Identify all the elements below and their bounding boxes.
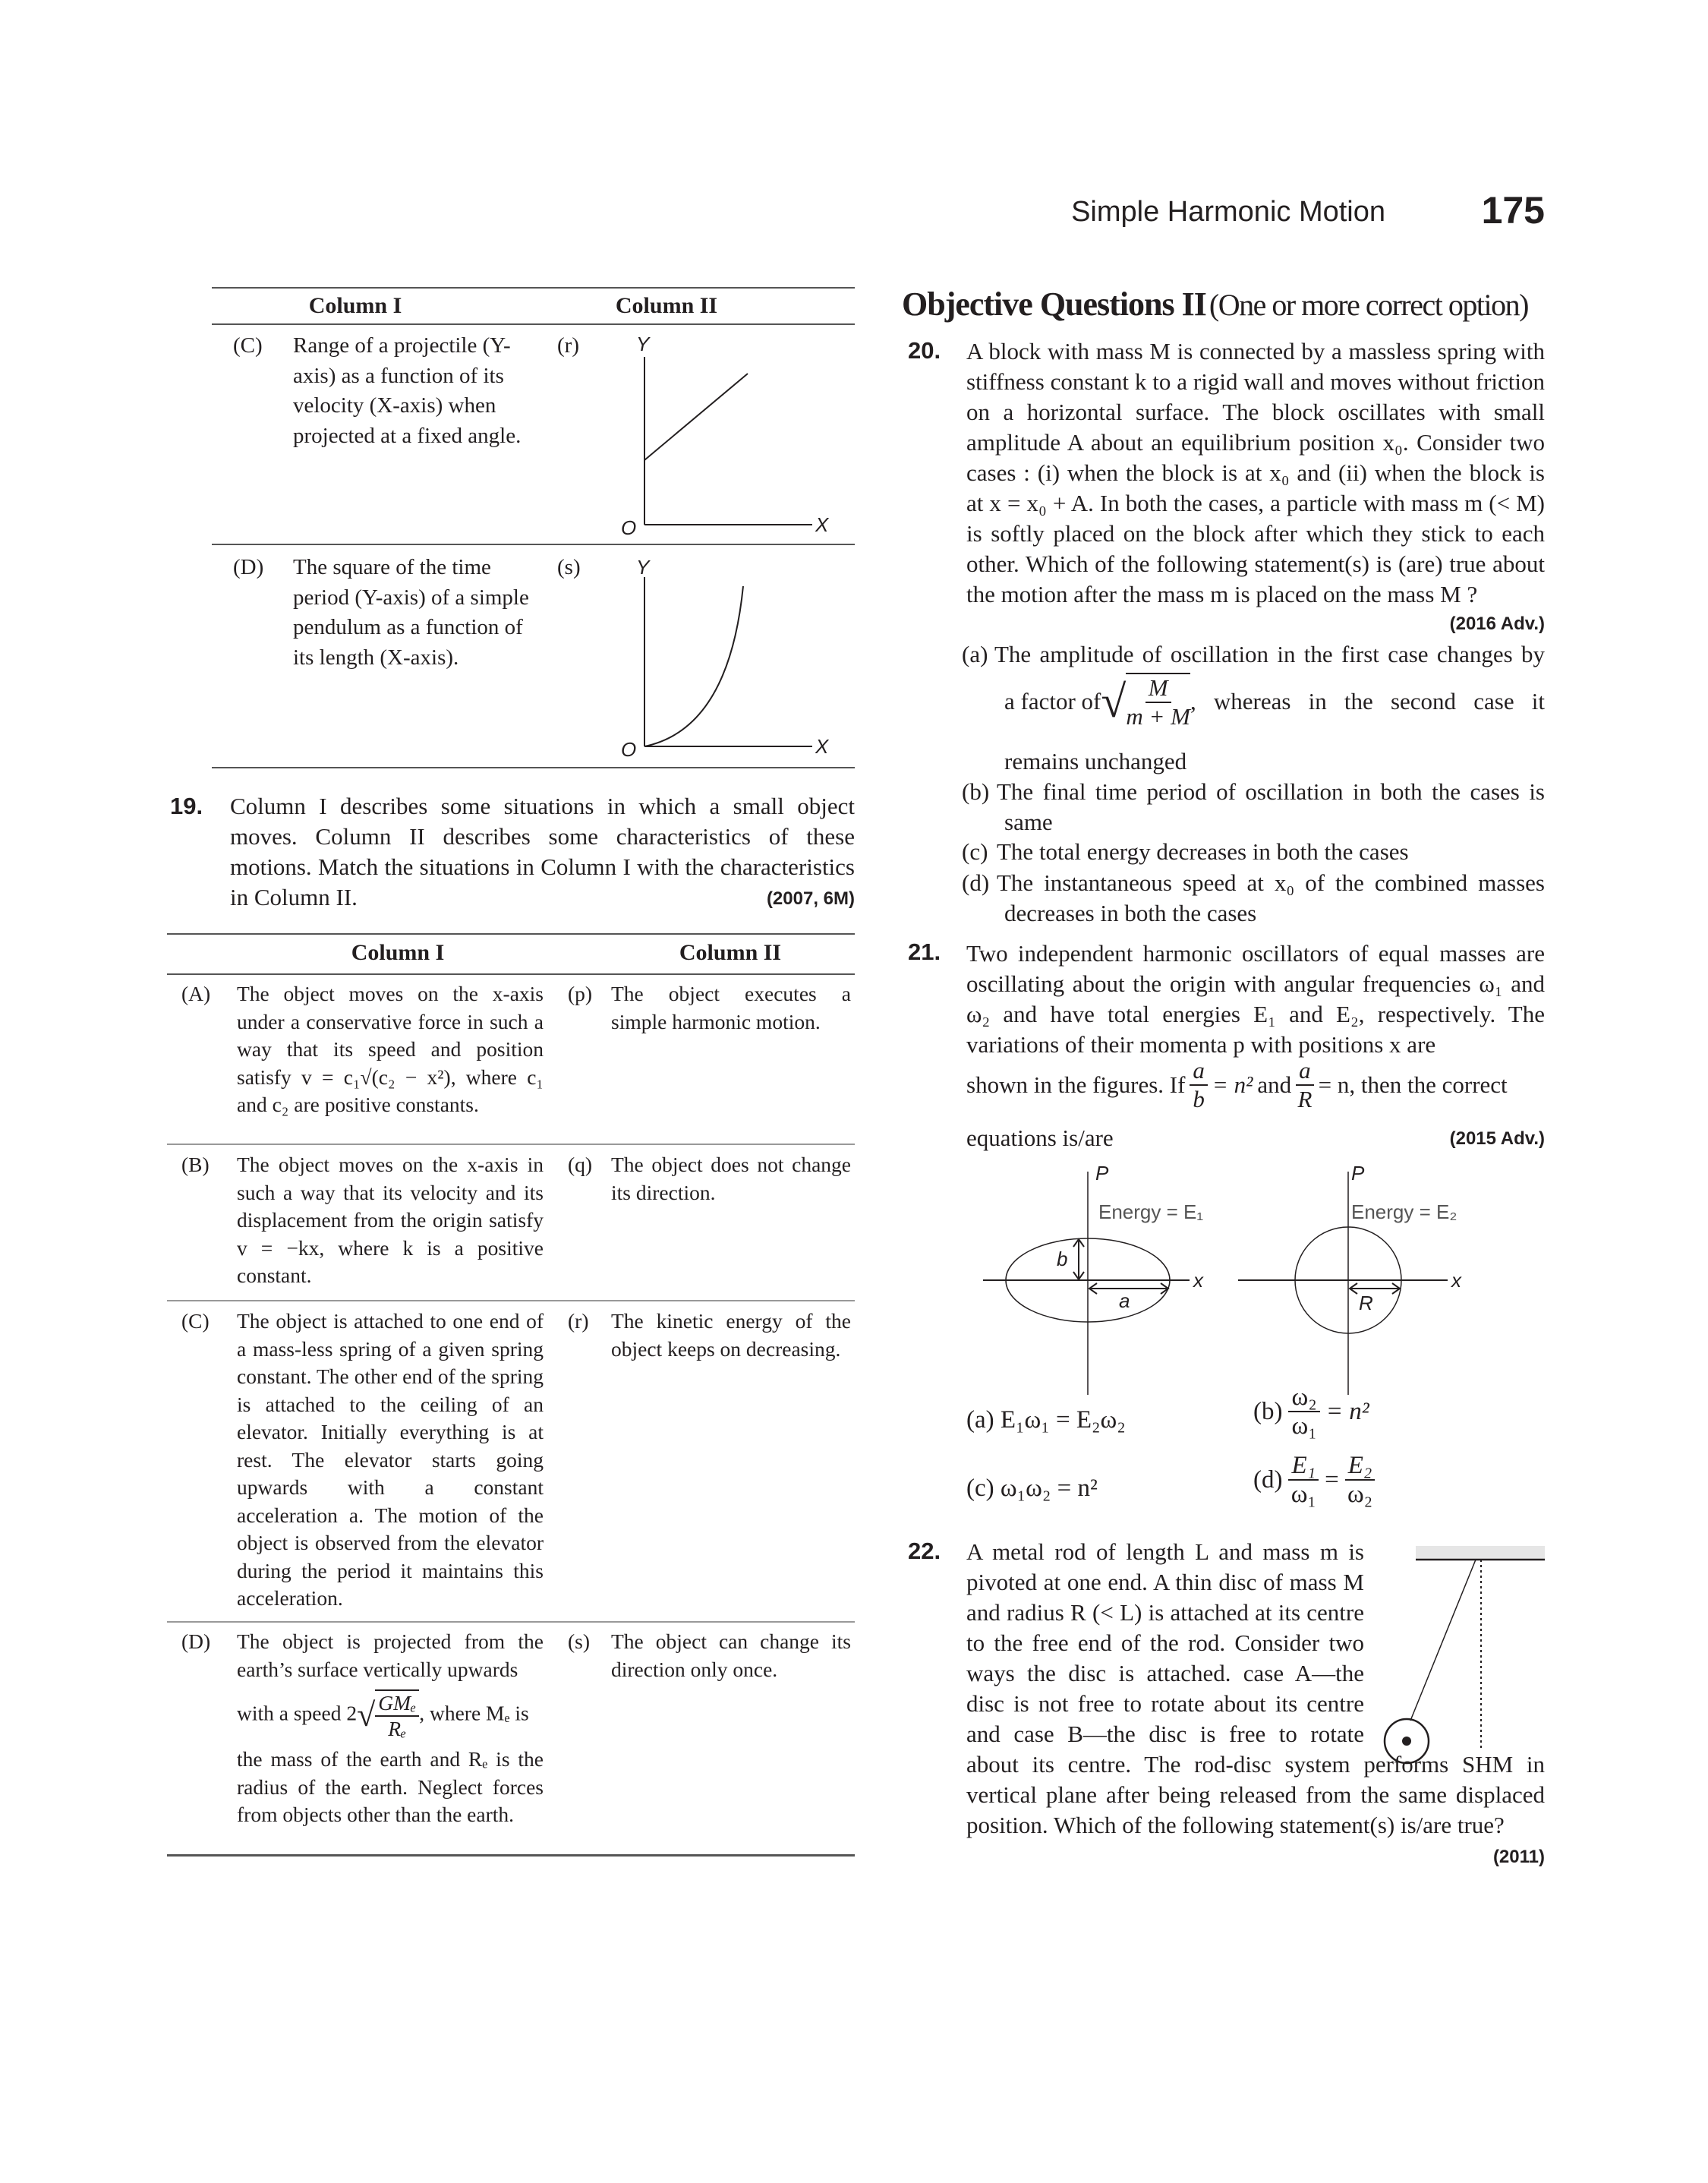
row-match-text: The object executes a simple harmonic motion.	[611, 982, 851, 1033]
option-b-text: The final time period of oscillation in both the cases is same	[997, 778, 1545, 835]
x-axis-label: X	[815, 513, 829, 536]
graph-line	[644, 374, 748, 460]
option-a-line3: remains unchanged	[1004, 748, 1187, 774]
y-axis-label: Y	[636, 333, 650, 355]
speed-expression: with a speed 2√ $\frac{\text{GMₑ}}{\text{Rₑ}}$ , where Mₑ is	[237, 1691, 529, 1740]
row-label: (B)	[181, 1153, 210, 1176]
row-match-text: The kinetic energy of the object keeps on decreasing.	[611, 1309, 851, 1361]
p-axis-label: P	[1351, 1162, 1365, 1185]
figure-spacer	[1364, 1537, 1545, 1749]
question-text-fractions: shown in the figures. If $\frac{a}{b}$ = n² and $\frac{a}{R}$ = n, then the correct	[966, 1057, 1508, 1112]
row-text-part1: The object is projected from the earth’s surface vertically upwards	[237, 1629, 544, 1681]
row-label: (C)	[181, 1309, 210, 1333]
section-title: Objective Questions II	[902, 285, 1206, 323]
option-a-line2: a factor of √ $\frac{M}{m + M}$ , whereas in the second case it	[1004, 674, 1545, 730]
fraction: $\frac{\text{GMₑ}}{\text{Rₑ}}$	[375, 1689, 419, 1741]
row-label: (A)	[181, 982, 211, 1005]
option-c: (c) ω₁ω₂ = n²	[966, 1475, 1098, 1502]
table2-top-rule	[167, 933, 855, 935]
p-axis-label: P	[1095, 1162, 1109, 1185]
table2-col2-header: Column II	[679, 940, 782, 965]
energy-label: Energy = E₂	[1351, 1200, 1457, 1223]
row-match: (s)	[557, 555, 581, 579]
option-b: (b) $\frac{\text{ω₂}}{\text{ω₁}}$ = n²	[1253, 1383, 1369, 1440]
row-match-text: The object can change its direction only once.	[611, 1629, 851, 1681]
table1-bottom-rule	[212, 767, 855, 768]
question-number: 21.	[908, 939, 941, 965]
table2-col1-header: Column I	[351, 940, 445, 965]
question-text: Two independent harmonic oscillators of equal masses are oscillating about the origin with angular frequencies ω₁ and ω₂ and have total energies E₁ and E₂, respectively. The variations of their momenta p with positions x are	[966, 940, 1545, 1058]
row-text: The square of the time period (Y-axis) of a simple pendulum as a function of its length (X-axis).	[293, 555, 529, 670]
graph-linear-range	[621, 333, 830, 539]
x-axis-label: x	[1451, 1269, 1461, 1292]
row-text-part2: the mass of the earth and Rₑ is the radius of the earth. Neglect forces from objects other than the earth.	[237, 1747, 544, 1826]
row-label: (D)	[233, 555, 264, 579]
row-match-text: The object does not change its direction.	[611, 1153, 851, 1204]
graph-curve-period	[621, 556, 830, 761]
table1-col1-header: Column I	[308, 293, 402, 318]
row-match: (q)	[568, 1153, 593, 1176]
question-year: (2016 Adv.)	[1449, 614, 1545, 634]
row-label: (C)	[233, 333, 263, 358]
origin-label: O	[621, 516, 637, 539]
row-match: (r)	[557, 333, 579, 358]
fraction-sqrt: √ $\frac{M}{m + M}$	[1101, 674, 1190, 730]
chapter-title: Simple Harmonic Motion	[1071, 196, 1385, 228]
section-subtitle: (One or more correct option)	[1209, 288, 1528, 322]
table1-header-rule	[212, 323, 855, 325]
y-axis-label: Y	[636, 556, 650, 579]
phase-diagram-circle	[1238, 1162, 1462, 1395]
question-year: (2015 Adv.)	[1449, 1128, 1545, 1149]
question-text-end: equations is/are	[966, 1125, 1114, 1151]
option-d-label: (d)	[962, 869, 990, 896]
question-number: 20.	[908, 337, 941, 364]
row-text: The object moves on the x-axis in such a way that its velocity and its displacement from the origin satisfy v = −kx, where k is a positive constant.	[237, 1153, 544, 1287]
question-year: (2007, 6M)	[766, 888, 855, 909]
option-c-text: The total energy decreases in both the cases	[997, 838, 1409, 865]
phase-diagram-ellipse	[983, 1162, 1204, 1395]
origin-label: O	[621, 738, 637, 761]
question-number: 19.	[170, 793, 203, 819]
row-text: The object is attached to one end of a mass-less spring of a given spring constant. The other end of the spring is attached to the ceiling of an elevator. Initially everything is at rest. The elevator starts going upwards with a constant acceleration a. The motion of the object is observed from the elevator during the period it maintains this acceleration.	[237, 1309, 544, 1610]
option-b-label: (b)	[962, 778, 990, 805]
a-label: a	[1119, 1289, 1130, 1312]
x-axis-label: x	[1193, 1269, 1203, 1292]
fraction: $\frac{a}{b}$	[1190, 1057, 1208, 1113]
question-text: A metal rod of length L and mass m is pivoted at one end. A thin disc of mass M and radius R (< L) is attached at its centre to the free end of the rod. Consider two ways the disc is attached. case A—the disc is not free to rotate about its centre and case B—the disc is free to rotate about its centre. The rod-disc system performs SHM in vertical plane after being released from the same displaced position. Which of the following statement(s) is/are true?	[966, 1538, 1545, 1838]
table2-row-rule	[167, 1621, 855, 1623]
r-label: R	[1359, 1292, 1373, 1314]
row-label: (D)	[181, 1629, 211, 1653]
option-a-label: (a)	[962, 641, 988, 667]
table1-col2-header: Column II	[615, 293, 718, 318]
row-text	[237, 1628, 544, 1829]
question-text: Column I describes some situations in which a small object moves. Column II describes some characteristics of these motions. Match the situations in Column I with the characteristics in Column II.	[230, 793, 855, 910]
section-heading	[902, 285, 1528, 323]
row-match: (r)	[568, 1309, 589, 1333]
fraction: $\frac{a}{R}$	[1296, 1057, 1314, 1113]
option-d-text: The instantaneous speed at x₀ of the combined masses decreases in both the cases	[997, 869, 1545, 926]
question-text-container	[966, 1537, 1545, 1841]
row-text: The object moves on the x-axis under a conservative force in such a way that its speed and position satisfy v = c₁√(c₂ − x²), where c₁ and c₂ are positive constants.	[237, 982, 544, 1116]
row-match: (p)	[568, 982, 593, 1005]
table1-top-rule	[212, 287, 855, 289]
question-number: 22.	[908, 1538, 941, 1564]
table2-bottom-rule	[167, 1854, 855, 1856]
option-d: (d) $\frac{\text{E₁}}{\text{ω₁}}$ = $\frac{\text{E₂}}{\text{ω₂}}$	[1253, 1452, 1375, 1508]
option-a-line1: The amplitude of oscillation in the first case changes by	[994, 641, 1545, 667]
row-text: Range of a projectile (Y-axis) as a function of its velocity (X-axis) when projected at a fixed angle.	[293, 333, 522, 448]
sqrt-icon: √	[1101, 677, 1127, 727]
energy-label: Energy = E₁	[1098, 1200, 1204, 1223]
question-year: (2011)	[1492, 1847, 1545, 1867]
table2-row-rule	[167, 1300, 855, 1301]
graph-curve	[644, 586, 743, 746]
x-axis-label: X	[815, 735, 829, 758]
option-c-label: (c)	[962, 838, 988, 865]
table2-row-rule	[167, 1144, 855, 1145]
table2-header-rule	[167, 973, 855, 975]
row-match: (s)	[568, 1629, 591, 1653]
table1-row-rule	[212, 544, 855, 545]
page-number: 175	[1481, 189, 1545, 232]
sqrt-icon: √	[357, 1696, 376, 1733]
b-label: b	[1057, 1248, 1068, 1270]
option-a: (a) E₁ω₁ = E₂ω₂	[966, 1406, 1126, 1434]
question-text: A block with mass M is connected by a massless spring with stiffness constant k to a rigid wall and moves without friction on a horizontal surface. The block oscillates with small amplitude A about an equilibrium position x₀. Consider two cases : (i) when the block is at x₀ and (ii) when the block is at x = x₀ + A. In both the cases, a particle with mass m (< M) is softly placed on the block after which they stick to each other. Which of the following statement(s) is (are) true about the motion after the mass m is placed on the mass M ?	[966, 338, 1545, 607]
